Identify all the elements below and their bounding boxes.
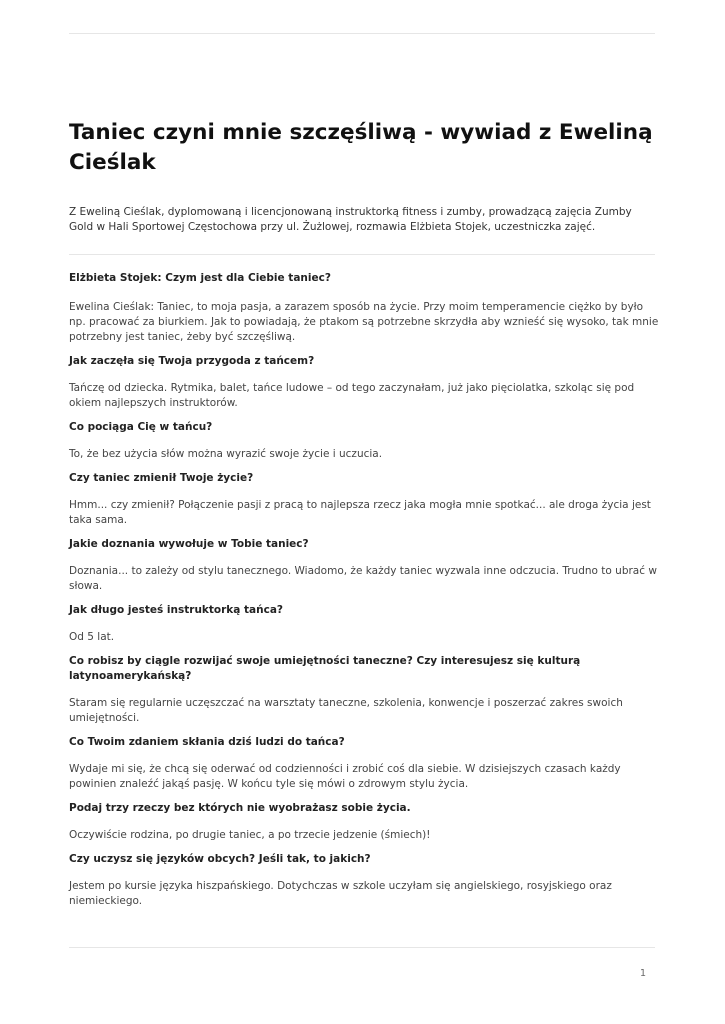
interview-answer: To, że bez użycia słów można wyrazić swoje życie i uczucia. — [69, 448, 383, 460]
interview-answer: Wydaje mi się, że chcą się oderwać od codzienności i zrobić coś dla siebie. W dzisiejszych czasach każdy powinien znaleźć jakąś pasję. W końcu tyle się mówi o zdrowym stylu życia. — [69, 763, 621, 790]
interview-question: Jak zaczęła się Twoja przygoda z tańcem? — [69, 355, 315, 367]
interview-answer: Jestem po kursie języka hiszpańskiego. Dotychczas w szkole uczyłam się angielskiego, rosyjskiego oraz niemieckiego. — [69, 880, 612, 907]
top-divider — [69, 33, 655, 34]
page-number: 1 — [639, 968, 646, 979]
interview-answer: Staram się regularnie uczęszczać na warsztaty taneczne, szkolenia, konwencje i poszerzać zakres swoich umiejętności. — [69, 697, 623, 724]
interview-question: Jak długo jesteś instruktorką tańca? — [69, 604, 284, 616]
interview-body — [69, 271, 659, 909]
article-title: Taniec czyni mnie szczęśliwą - wywiad z Eweliną Cieślak — [69, 120, 653, 175]
interview-question: Czy taniec zmienił Twoje życie? — [69, 472, 254, 484]
interview-answer: Od 5 lat. — [69, 631, 115, 643]
interview-question: Co pociąga Cię w tańcu? — [69, 421, 213, 433]
interview-question: Co Twoim zdaniem skłania dziś ludzi do tańca? — [69, 736, 345, 748]
footer-divider — [69, 947, 655, 948]
interview-question: Elżbieta Stojek: Czym jest dla Ciebie taniec? — [69, 272, 331, 284]
article-intro: Z Eweliną Cieślak, dyplomowaną i licencjonowaną instruktorką fitness i zumby, prowadzącą zajęcia Zumby Gold w Hali Sportowej Częstochowa przy ul. Żużlowej, rozmawia Elżbieta Stojek, uczestniczka zajęć. — [69, 206, 632, 233]
interview-answer: Tańczę od dziecka. Rytmika, balet, tańce ludowe – od tego zaczynałam, już jako pięciolatka, szkoląc się pod okiem najlepszych instruktorów. — [69, 382, 635, 409]
interview-question: Jakie doznania wywołuje w Tobie taniec? — [69, 538, 309, 550]
intro-divider — [69, 254, 655, 255]
interview-answer: Hmm... czy zmienił? Połączenie pasji z pracą to najlepsza rzecz jaka mogła mnie spotkać... ale droga życia jest taka sama. — [69, 499, 651, 526]
interview-question: Co robisz by ciągle rozwijać swoje umiejętności taneczne? Czy interesujesz się kulturą latynoamerykańską? — [69, 655, 581, 682]
interview-answer: Ewelina Cieślak: Taniec, to moja pasja, a zarazem sposób na życie. Przy moim temperamencie ciężko by było np. pracować za biurkiem. Jak to powiadają, że ptakom są potrzebne skrzydła aby wznieść się wysoko, tak mnie potrzebny jest taniec, żeby być szczęśliwą. — [69, 301, 659, 343]
interview-question: Podaj trzy rzeczy bez których nie wyobrażasz sobie życia. — [69, 802, 411, 814]
interview-question: Czy uczysz się języków obcych? Jeśli tak, to jakich? — [69, 853, 371, 865]
interview-answer: Oczywiście rodzina, po drugie taniec, a po trzecie jedzenie (śmiech)! — [69, 829, 431, 841]
interview-answer: Doznania... to zależy od stylu tanecznego. Wiadomo, że każdy taniec wyzwala inne odczucia. Trudno to ubrać w słowa. — [69, 565, 657, 592]
